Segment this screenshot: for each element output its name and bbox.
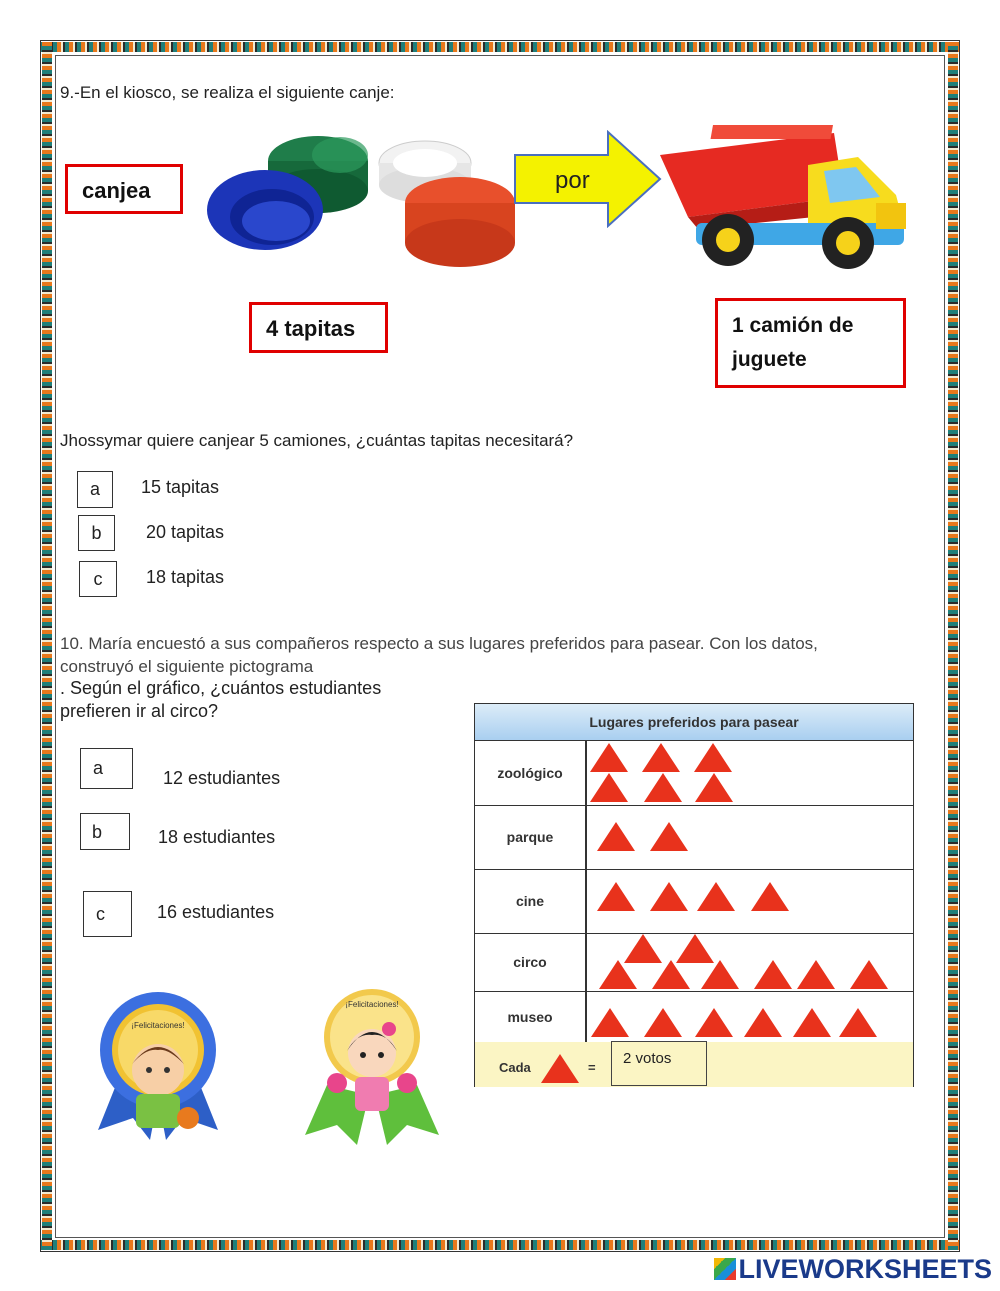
arrow-label: por [555, 167, 590, 194]
q10-intro-line2: construyó el siguiente pictograma [60, 657, 314, 676]
canjea-label: canjea [82, 178, 151, 203]
bottle-caps-image [200, 125, 520, 275]
q10-option-b-text: 18 estudiantes [158, 827, 276, 847]
q10-option-c-text: 16 estudiantes [157, 902, 275, 922]
liveworksheets-watermark [714, 1254, 992, 1285]
border-bottom [41, 1240, 959, 1250]
vote-symbol [676, 934, 714, 963]
vote-symbol [701, 960, 739, 989]
caps-label: 4 tapitas [266, 316, 356, 341]
vote-symbol [850, 960, 888, 989]
option-letter: b [92, 822, 103, 842]
vote-symbol [839, 1008, 877, 1037]
q10-option-a-box[interactable] [80, 748, 133, 789]
liveworksheets-logo-icon [714, 1258, 736, 1280]
pictogram [474, 703, 914, 1087]
vote-symbol [754, 960, 792, 989]
vote-symbol [590, 743, 628, 772]
vote-symbol [644, 1008, 682, 1037]
pictogram-row-zoologico [475, 741, 913, 806]
caps-box [249, 302, 388, 353]
q10-question-line2: prefieren ir al circo? [60, 701, 219, 721]
q10-question-line1: . Según el gráfico, ¿cuántos estudiantes [60, 678, 382, 698]
boy-award-badge-image [88, 990, 228, 1145]
q10-option-b-box[interactable] [80, 813, 130, 850]
badge-right-text: ¡Felicitaciones! [345, 1000, 399, 1009]
vote-symbol [597, 882, 635, 911]
q9-option-c-box[interactable] [79, 561, 117, 597]
vote-symbol [590, 773, 628, 802]
legend-equals: = [588, 1060, 596, 1075]
border-left [42, 42, 52, 1250]
vote-symbol [650, 822, 688, 851]
vote-symbol [642, 743, 680, 772]
q9-prompt: 9.-En el kiosco, se realiza el siguiente canje: [60, 83, 395, 102]
vote-symbol [695, 1008, 733, 1037]
legend-prefix: Cada [499, 1060, 531, 1075]
legend-value-text: 2 votos [623, 1050, 672, 1067]
row-label-parque: parque [475, 805, 587, 869]
option-letter: c [93, 568, 103, 589]
pictogram-row-parque [475, 805, 913, 870]
row-label-circo: circo [475, 933, 587, 991]
border-top [41, 42, 959, 52]
truck-box [715, 298, 906, 388]
vote-symbol [695, 773, 733, 802]
option-letter: a [89, 479, 100, 499]
vote-symbol [652, 960, 690, 989]
q9-option-a-text: 15 tapitas [141, 477, 220, 497]
pictogram-legend [475, 1042, 913, 1087]
q9-option-b-box[interactable] [78, 515, 115, 551]
vote-symbol [599, 960, 637, 989]
pictogram-row-museo [475, 991, 913, 1043]
row-label-zoologico: zoológico [475, 741, 587, 805]
border-right [948, 42, 958, 1250]
watermark-text: LIVEWORKSHEETS [738, 1254, 992, 1284]
vote-symbol [650, 882, 688, 911]
vote-symbol [797, 960, 835, 989]
option-letter: b [91, 522, 102, 543]
q10-option-c-box[interactable] [83, 891, 132, 937]
vote-symbol [624, 934, 662, 963]
option-letter: a [93, 758, 104, 778]
pictogram-row-cine [475, 869, 913, 934]
girl-award-badge-image [297, 985, 447, 1145]
q9-option-c-text: 18 tapitas [146, 567, 225, 587]
row-label-cine: cine [475, 869, 587, 933]
legend-symbol [541, 1054, 579, 1083]
vote-symbol [644, 773, 682, 802]
vote-symbol [744, 1008, 782, 1037]
vote-symbol [697, 882, 735, 911]
pictogram-row-circo [475, 933, 913, 992]
q9-question: Jhossymar quiere canjear 5 camiones, ¿cuántas tapitas necesitará? [60, 431, 574, 450]
row-label-museo: museo [475, 991, 587, 1042]
badge-left-text: ¡Felicitaciones! [131, 1021, 185, 1030]
canjea-box [65, 164, 183, 214]
vote-symbol [591, 1008, 629, 1037]
q9-option-a-box[interactable] [77, 471, 113, 508]
vote-symbol [751, 882, 789, 911]
vote-symbol [694, 743, 732, 772]
pictogram-title: Lugares preferidos para pasear [475, 704, 913, 741]
legend-value [611, 1041, 707, 1086]
q9-option-b-text: 20 tapitas [146, 522, 225, 542]
q10-option-a-text: 12 estudiantes [163, 768, 281, 788]
option-letter: c [96, 904, 105, 924]
q10-intro-line1: 10. María encuestó a sus compañeros respecto a sus lugares preferidos para pasear. Con los datos, [60, 634, 818, 653]
vote-symbol [597, 822, 635, 851]
toy-truck-image [658, 125, 910, 275]
truck-label: 1 camión de juguete [732, 314, 854, 371]
vote-symbol [793, 1008, 831, 1037]
